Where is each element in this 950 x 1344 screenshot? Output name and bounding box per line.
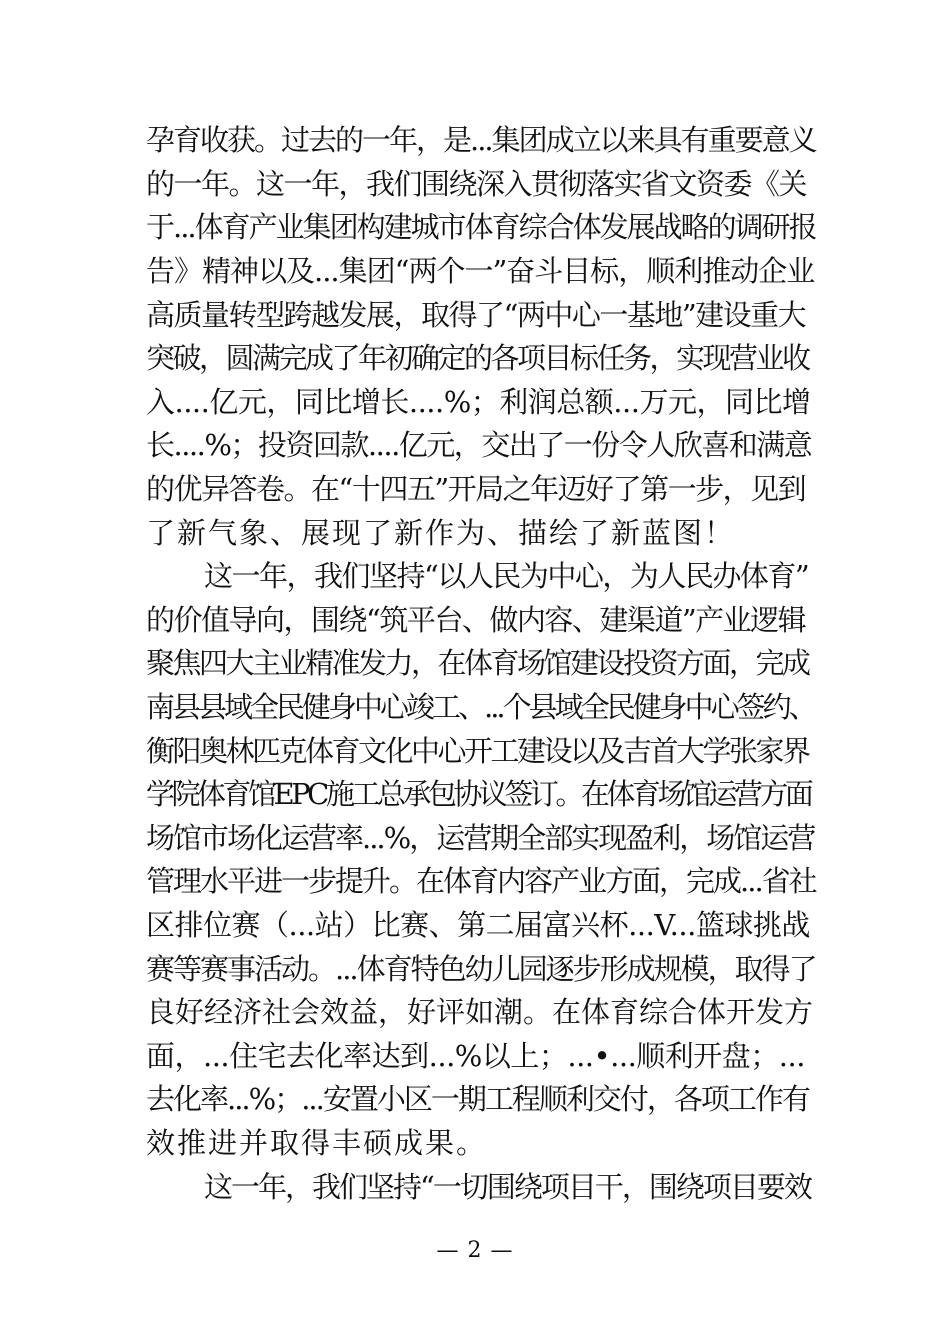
text-line: 南县县域全民健身中心竣工、...个县域全民健身中心签约、 <box>146 690 815 724</box>
text-line: 场馆市场化运营率...%，运营期全部实现盈利，场馆运营 <box>146 821 815 855</box>
text-line: 区排位赛（...站）比赛、第二届富兴杯...V...篮球挑战 <box>146 908 810 942</box>
page-number: — 2 — <box>436 1238 514 1263</box>
text-line: 长....%；投资回款....亿元，交出了一份令人欣喜和满意 <box>146 428 812 462</box>
text-line: 的价值导向，围绕“筑平台、做内容、建渠道”产业逻辑 <box>146 603 806 637</box>
text-line: 学院体育馆EPC施工总承包协议签订。在体育场馆运营方面 <box>146 777 811 811</box>
paragraph-start-line: 这一年，我们坚持“以人民为中心，为人民办体育” <box>204 559 809 593</box>
text-line: 告》精神以及...集团“两个一”奋斗目标，顺利推动企业 <box>146 254 815 288</box>
text-line: 衡阳奥林匹克体育文化中心开工建设以及吉首大学张家界 <box>146 734 809 768</box>
text-line: 管理水平进一步提升。在体育内容产业方面，完成...省社 <box>146 864 816 898</box>
text-line: 赛等赛事活动。...体育特色幼儿园逐步形成规模，取得了 <box>146 952 816 986</box>
text-line: 面，...住宅去化率达到...%以上；...•...顺利开盘；... <box>146 1039 805 1073</box>
text-line: 了新气象、展现了新作为、描绘了新蓝图！ <box>146 516 736 550</box>
text-line: 去化率...%；...安置小区一期工程顺利交付，各项工作有 <box>146 1082 809 1116</box>
text-line: 良好经济社会效益，好评如潮。在体育综合体开发方 <box>146 995 814 1029</box>
text-line: 的优异答卷。在“十四五”开局之年迈好了第一步，见到 <box>146 472 806 506</box>
text-line: 的一年。这一年，我们围绕深入贯彻落实省文资委《关 <box>146 167 807 201</box>
text-line: 聚焦四大主业精准发力，在体育场馆建设投资方面，完成 <box>146 646 809 680</box>
text-line: 入....亿元，同比增长....%；利润总额...万元，同比增 <box>146 385 811 419</box>
paragraph-start-line: 这一年，我们坚持“一切围绕项目干，围绕项目要效 <box>204 1170 811 1204</box>
text-line: 效推进并取得丰硕成果。 <box>146 1126 488 1160</box>
text-line: 高质量转型跨越发展，取得了“两中心一基地”建设重大 <box>146 298 806 332</box>
text-line: 于...体育产业集团构建城市体育综合体发展战略的调研报 <box>146 210 816 244</box>
text-line: 突破，圆满完成了年初确定的各项目标任务，实现营业收 <box>146 341 809 375</box>
text-line: 孕育收获。过去的一年，是...集团成立以来具有重要意义 <box>146 123 816 157</box>
